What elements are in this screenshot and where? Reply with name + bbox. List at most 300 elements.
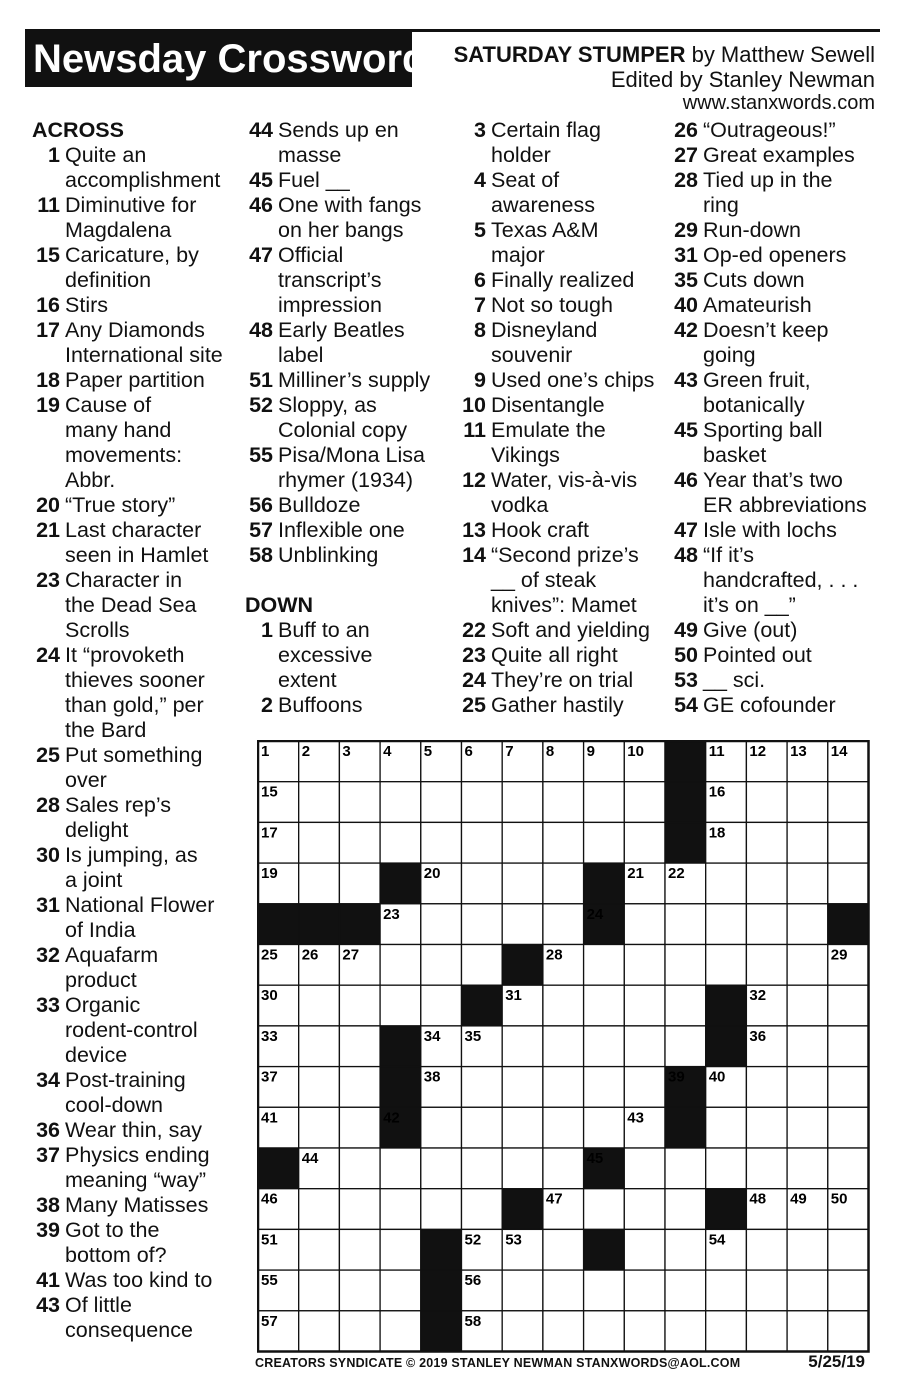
grid-cell[interactable] [787, 1311, 828, 1352]
clue-text: Official transcript’s impression [278, 243, 382, 317]
grid-cell[interactable] [624, 904, 665, 945]
down-clue[interactable] [458, 643, 663, 668]
grid-cell[interactable] [665, 1229, 706, 1270]
cell-number: 41 [261, 1109, 278, 1127]
cell-number: 42 [383, 1109, 400, 1127]
cell-number: 58 [464, 1312, 482, 1330]
grid-cell[interactable] [624, 1189, 665, 1230]
grid-cell[interactable] [706, 904, 747, 945]
grid-cell[interactable] [787, 1270, 828, 1311]
across-clue[interactable] [245, 443, 450, 493]
across-clue[interactable] [245, 518, 450, 543]
down-clue[interactable] [458, 618, 663, 643]
grid-cell[interactable] [665, 1270, 706, 1311]
grid-cell[interactable] [787, 904, 828, 945]
grid-cell[interactable] [502, 1311, 543, 1352]
clue-number: 35 [674, 268, 698, 292]
grid-cell[interactable] [706, 945, 747, 986]
grid-cell[interactable] [624, 782, 665, 823]
cell-number: 6 [464, 743, 473, 760]
grid-cell[interactable] [584, 1270, 625, 1311]
black-square [339, 904, 380, 945]
clue-text: Disentangle [491, 393, 605, 417]
across-clue[interactable] [32, 318, 237, 368]
grid-cell[interactable] [543, 1270, 584, 1311]
across-clue[interactable] [32, 743, 237, 793]
grid-cell[interactable] [584, 1026, 625, 1067]
grid-cell[interactable] [380, 1189, 421, 1230]
grid-cell[interactable] [421, 1107, 462, 1148]
black-square [421, 1229, 462, 1270]
grid-cell[interactable] [543, 1067, 584, 1108]
down-clue[interactable] [458, 543, 663, 618]
grid-cell[interactable] [787, 782, 828, 823]
grid-cell[interactable] [584, 822, 625, 863]
grid-cell[interactable] [787, 1229, 828, 1270]
clue-text: Was too kind to [65, 1268, 213, 1292]
grid-cell[interactable] [339, 1189, 380, 1230]
across-clue[interactable] [32, 1268, 237, 1293]
grid-cell[interactable] [462, 1148, 503, 1189]
grid-cell[interactable] [421, 945, 462, 986]
across-clue[interactable] [32, 1068, 237, 1118]
cell-number: 10 [627, 743, 644, 760]
down-clue[interactable] [670, 168, 875, 218]
grid-cell[interactable] [299, 822, 340, 863]
grid-cell[interactable] [665, 904, 706, 945]
clue-number: 49 [674, 618, 698, 642]
cell-number: 51 [261, 1231, 278, 1249]
grid-cell[interactable] [746, 782, 787, 823]
grid-cell[interactable] [502, 1270, 543, 1311]
grid-cell[interactable] [746, 904, 787, 945]
grid-cell[interactable] [787, 1148, 828, 1189]
down-clue[interactable] [670, 693, 875, 718]
clue-text: Doesn’t keep going [703, 318, 829, 367]
grid-cell[interactable] [624, 822, 665, 863]
grid-cell[interactable] [339, 1107, 380, 1148]
across-clue[interactable] [32, 143, 237, 193]
cell-number: 46 [261, 1190, 278, 1208]
grid-cell[interactable] [584, 1107, 625, 1148]
grid-cell[interactable] [502, 822, 543, 863]
grid-cell[interactable] [421, 985, 462, 1026]
grid-cell[interactable] [828, 1067, 869, 1108]
clue-number: 43 [674, 368, 698, 392]
grid-cell[interactable] [828, 1270, 869, 1311]
grid-cell[interactable] [584, 782, 625, 823]
clue-text: Certain flag holder [491, 118, 601, 167]
grid-cell[interactable] [706, 1148, 747, 1189]
grid-cell[interactable] [584, 1189, 625, 1230]
across-clue[interactable] [245, 493, 450, 518]
clue-number: 20 [36, 493, 60, 517]
clue-text: Sends up en masse [278, 118, 399, 167]
clue-number: 16 [36, 293, 60, 317]
grid-cell[interactable] [380, 1270, 421, 1311]
clue-number: 1 [48, 143, 60, 167]
grid-cell[interactable] [746, 863, 787, 904]
clue-number: 2 [261, 693, 273, 717]
grid-cell[interactable] [339, 1067, 380, 1108]
grid-cell[interactable] [624, 1026, 665, 1067]
grid-cell[interactable] [502, 1026, 543, 1067]
grid-cell[interactable] [543, 1026, 584, 1067]
across-clue[interactable] [32, 1143, 237, 1193]
down-clue[interactable] [458, 668, 663, 693]
grid-cell[interactable] [543, 863, 584, 904]
down-clue[interactable] [670, 368, 875, 418]
grid-cell[interactable] [543, 822, 584, 863]
grid-cell[interactable] [746, 1311, 787, 1352]
grid-cell[interactable] [339, 1311, 380, 1352]
down-clue[interactable] [458, 168, 663, 218]
clue-text: Early Beatles label [278, 318, 405, 367]
across-clue[interactable] [245, 243, 450, 318]
across-clue[interactable] [32, 1118, 237, 1143]
cell-number: 7 [505, 743, 514, 760]
grid-cell[interactable] [299, 1026, 340, 1067]
down-clue[interactable] [670, 543, 875, 618]
down-clue[interactable] [458, 318, 663, 368]
cell-number: 32 [749, 987, 767, 1005]
down-clue[interactable] [670, 218, 875, 243]
grid-cell[interactable] [665, 1189, 706, 1230]
grid-cell[interactable] [665, 1026, 706, 1067]
across-clue[interactable] [32, 643, 237, 743]
clue-number: 3 [474, 118, 486, 142]
grid-cell[interactable] [299, 1311, 340, 1352]
cell-number: 26 [301, 946, 319, 964]
down-clue[interactable] [458, 518, 663, 543]
grid-cell[interactable] [828, 1026, 869, 1067]
down-clue[interactable] [670, 143, 875, 168]
across-clue[interactable] [32, 943, 237, 993]
clue-number: 46 [674, 468, 698, 492]
grid-cell[interactable] [624, 1067, 665, 1108]
grid-cell[interactable] [624, 1148, 665, 1189]
grid-cell[interactable] [624, 945, 665, 986]
grid-cell[interactable] [665, 1311, 706, 1352]
clue-text: Last character seen in Hamlet [65, 518, 209, 567]
cell-number: 33 [261, 1027, 278, 1045]
grid-cell[interactable] [543, 1311, 584, 1352]
down-clue[interactable] [458, 218, 663, 268]
down-clue[interactable] [458, 468, 663, 518]
down-clue[interactable] [245, 618, 450, 693]
grid-cell[interactable] [665, 1148, 706, 1189]
cell-number: 50 [830, 1190, 848, 1208]
clue-text: Green fruit, botanically [703, 368, 811, 417]
black-square [706, 985, 747, 1026]
grid-cell[interactable] [706, 863, 747, 904]
cell-number: 43 [627, 1109, 644, 1127]
clue-number: 55 [249, 443, 273, 467]
down-clue[interactable] [458, 368, 663, 393]
down-clue[interactable] [458, 693, 663, 718]
clue-number: 48 [249, 318, 273, 342]
grid-cell[interactable] [380, 782, 421, 823]
grid-cell[interactable] [339, 822, 380, 863]
down-clue[interactable] [670, 268, 875, 293]
cell-number: 2 [301, 743, 311, 760]
black-square [706, 1189, 747, 1230]
clue-text: Unblinking [278, 543, 379, 567]
clue-text: Op-ed openers [703, 243, 847, 267]
grid-cell[interactable] [828, 782, 869, 823]
down-clue[interactable] [670, 318, 875, 368]
grid-cell[interactable] [462, 945, 503, 986]
across-clue[interactable] [245, 168, 450, 193]
down-clue[interactable] [670, 643, 875, 668]
puzzle-name: SATURDAY STUMPER [453, 42, 686, 67]
clue-text: Great examples [703, 143, 855, 167]
grid-cell[interactable] [828, 1229, 869, 1270]
grid-cell[interactable] [584, 1311, 625, 1352]
clue-number: 25 [36, 743, 60, 767]
clue-number: 47 [249, 243, 273, 267]
grid-cell[interactable] [543, 1229, 584, 1270]
grid-cell[interactable] [380, 1148, 421, 1189]
clue-number: 5 [474, 218, 486, 242]
grid-cell[interactable] [502, 1067, 543, 1108]
cell-number: 14 [830, 743, 848, 760]
down-clue[interactable] [245, 693, 450, 718]
clue-number: 24 [462, 668, 486, 692]
grid-cell[interactable] [584, 1067, 625, 1108]
cell-number: 45 [586, 1150, 604, 1167]
clue-text: Any Diamonds International site [65, 318, 223, 367]
grid-cell[interactable] [339, 863, 380, 904]
clue-text: Bulldoze [278, 493, 361, 517]
grid-cell[interactable] [299, 863, 340, 904]
grid-cell[interactable] [462, 1067, 503, 1108]
grid-cell[interactable] [380, 945, 421, 986]
grid-cell[interactable] [380, 985, 421, 1026]
clue-text: Texas A&M major [491, 218, 599, 267]
cell-number: 53 [505, 1231, 522, 1249]
down-clue[interactable] [670, 468, 875, 518]
clue-text: “If it’s handcrafted, . . . it’s on __” [703, 543, 859, 617]
down-clue[interactable] [670, 243, 875, 268]
grid-cell[interactable] [543, 1148, 584, 1189]
grid-cell[interactable] [462, 1107, 503, 1148]
clue-number: 39 [36, 1218, 60, 1242]
grid-cell[interactable] [746, 1270, 787, 1311]
across-clue[interactable] [32, 793, 237, 843]
grid-cell[interactable] [624, 1270, 665, 1311]
grid-cell[interactable] [787, 863, 828, 904]
clue-column-1 [32, 118, 237, 1343]
grid-cell[interactable] [787, 1067, 828, 1108]
grid-cell[interactable] [828, 985, 869, 1026]
grid-cell[interactable] [462, 822, 503, 863]
grid-svg[interactable] [257, 740, 870, 1353]
clue-text: Year that’s two ER abbreviations [703, 468, 867, 517]
grid-cell[interactable] [339, 782, 380, 823]
clue-number: 25 [462, 693, 486, 717]
grid-cell[interactable] [706, 1107, 747, 1148]
grid-cell[interactable] [502, 782, 543, 823]
down-clue[interactable] [458, 293, 663, 318]
grid-cell[interactable] [787, 1026, 828, 1067]
grid-cell[interactable] [706, 1270, 747, 1311]
clue-text: National Flower of India [65, 893, 215, 942]
cell-number: 48 [749, 1190, 767, 1208]
across-clue[interactable] [245, 393, 450, 443]
across-clue[interactable] [32, 1193, 237, 1218]
clue-number: 28 [36, 793, 60, 817]
grid-cell[interactable] [502, 1148, 543, 1189]
grid-cell[interactable] [706, 1311, 747, 1352]
grid-cell[interactable] [502, 1107, 543, 1148]
grid-cell[interactable] [380, 1229, 421, 1270]
across-clue[interactable] [32, 993, 237, 1068]
grid-cell[interactable] [299, 1189, 340, 1230]
grid-cell[interactable] [339, 1026, 380, 1067]
across-clue[interactable] [32, 843, 237, 893]
down-clue[interactable] [670, 118, 875, 143]
grid-cell[interactable] [462, 1189, 503, 1230]
grid-cell[interactable] [421, 1148, 462, 1189]
cell-number: 31 [505, 987, 522, 1005]
grid-cell[interactable] [380, 822, 421, 863]
clue-number: 8 [474, 318, 486, 342]
grid-cell[interactable] [746, 822, 787, 863]
grid-cell[interactable] [746, 945, 787, 986]
grid-cell[interactable] [828, 822, 869, 863]
grid-cell[interactable] [421, 822, 462, 863]
grid-cell[interactable] [746, 1107, 787, 1148]
clue-number: 53 [674, 668, 698, 692]
grid-cell[interactable] [421, 1189, 462, 1230]
grid-cell[interactable] [624, 1229, 665, 1270]
across-clue[interactable] [245, 368, 450, 393]
grid-cell[interactable] [502, 904, 543, 945]
across-clue[interactable] [32, 518, 237, 568]
clue-number: 24 [36, 643, 60, 667]
grid-cell[interactable] [828, 1107, 869, 1148]
clue-text: “Outrageous!” [703, 118, 836, 142]
grid-cell[interactable] [584, 985, 625, 1026]
across-clue[interactable] [32, 243, 237, 293]
down-clue[interactable] [670, 518, 875, 543]
across-clue[interactable] [32, 393, 237, 493]
crossword-grid[interactable] [257, 740, 868, 1351]
cell-number: 12 [749, 743, 767, 760]
grid-cell[interactable] [746, 1229, 787, 1270]
across-clue[interactable] [245, 118, 450, 168]
grid-cell[interactable] [787, 1107, 828, 1148]
grid-cell[interactable] [746, 1067, 787, 1108]
across-clue[interactable] [32, 1218, 237, 1268]
grid-cell[interactable] [787, 945, 828, 986]
clue-number: 52 [249, 393, 273, 417]
down-clue[interactable] [458, 268, 663, 293]
grid-cell[interactable] [339, 985, 380, 1026]
grid-cell[interactable] [462, 904, 503, 945]
across-clue[interactable] [245, 318, 450, 368]
clue-number: 44 [249, 118, 273, 142]
clue-number: 13 [462, 518, 486, 542]
black-square [299, 904, 340, 945]
across-clue[interactable] [32, 568, 237, 643]
clue-number: 1 [261, 618, 273, 642]
grid-cell[interactable] [624, 985, 665, 1026]
grid-cell[interactable] [339, 1148, 380, 1189]
grid-cell[interactable] [462, 782, 503, 823]
grid-cell[interactable] [665, 945, 706, 986]
grid-cell[interactable] [299, 782, 340, 823]
down-clue[interactable] [458, 418, 663, 468]
cell-number: 3 [342, 743, 351, 760]
grid-cell[interactable] [543, 782, 584, 823]
grid-cell[interactable] [787, 985, 828, 1026]
across-clue[interactable] [32, 368, 237, 393]
grid-cell[interactable] [299, 1270, 340, 1311]
across-clue[interactable] [32, 293, 237, 318]
grid-cell[interactable] [787, 822, 828, 863]
grid-cell[interactable] [543, 985, 584, 1026]
clue-number: 21 [36, 518, 60, 542]
clue-number: 6 [474, 268, 486, 292]
across-clue[interactable] [245, 193, 450, 243]
website-link[interactable]: www.stanxwords.com [682, 92, 875, 114]
across-clue[interactable] [32, 893, 237, 943]
grid-cell[interactable] [543, 904, 584, 945]
black-square [502, 945, 543, 986]
grid-cell[interactable] [299, 1107, 340, 1148]
clue-number: 46 [249, 193, 273, 217]
clue-text: Diminutive for Magdalena [65, 193, 197, 242]
grid-cell[interactable] [339, 1270, 380, 1311]
down-clue[interactable] [670, 418, 875, 468]
across-clue[interactable] [32, 193, 237, 243]
across-clue[interactable] [32, 1293, 237, 1343]
grid-cell[interactable] [421, 782, 462, 823]
clue-column-3 [458, 118, 663, 718]
grid-cell[interactable] [502, 863, 543, 904]
clue-text: Stirs [65, 293, 108, 317]
grid-cell[interactable] [299, 1067, 340, 1108]
across-clue[interactable] [245, 543, 450, 568]
grid-cell[interactable] [380, 1311, 421, 1352]
grid-cell[interactable] [828, 863, 869, 904]
clue-number: 45 [674, 418, 698, 442]
grid-cell[interactable] [584, 945, 625, 986]
grid-cell[interactable] [828, 1148, 869, 1189]
clue-text: Many Matisses [65, 1193, 209, 1217]
grid-cell[interactable] [828, 1311, 869, 1352]
grid-cell[interactable] [299, 1229, 340, 1270]
grid-cell[interactable] [746, 1148, 787, 1189]
down-clue[interactable] [458, 118, 663, 168]
grid-cell[interactable] [339, 1229, 380, 1270]
clue-text: Sloppy, as Colonial copy [278, 393, 408, 442]
down-clue[interactable] [670, 618, 875, 643]
grid-cell[interactable] [299, 985, 340, 1026]
cell-number: 22 [668, 865, 685, 883]
down-clue[interactable] [458, 393, 663, 418]
across-clue[interactable] [32, 493, 237, 518]
grid-cell[interactable] [421, 904, 462, 945]
grid-cell[interactable] [543, 1107, 584, 1148]
grid-cell[interactable] [624, 1311, 665, 1352]
down-clue[interactable] [670, 293, 875, 318]
grid-cell[interactable] [462, 863, 503, 904]
down-clue[interactable] [670, 668, 875, 693]
grid-cell[interactable] [665, 985, 706, 1026]
